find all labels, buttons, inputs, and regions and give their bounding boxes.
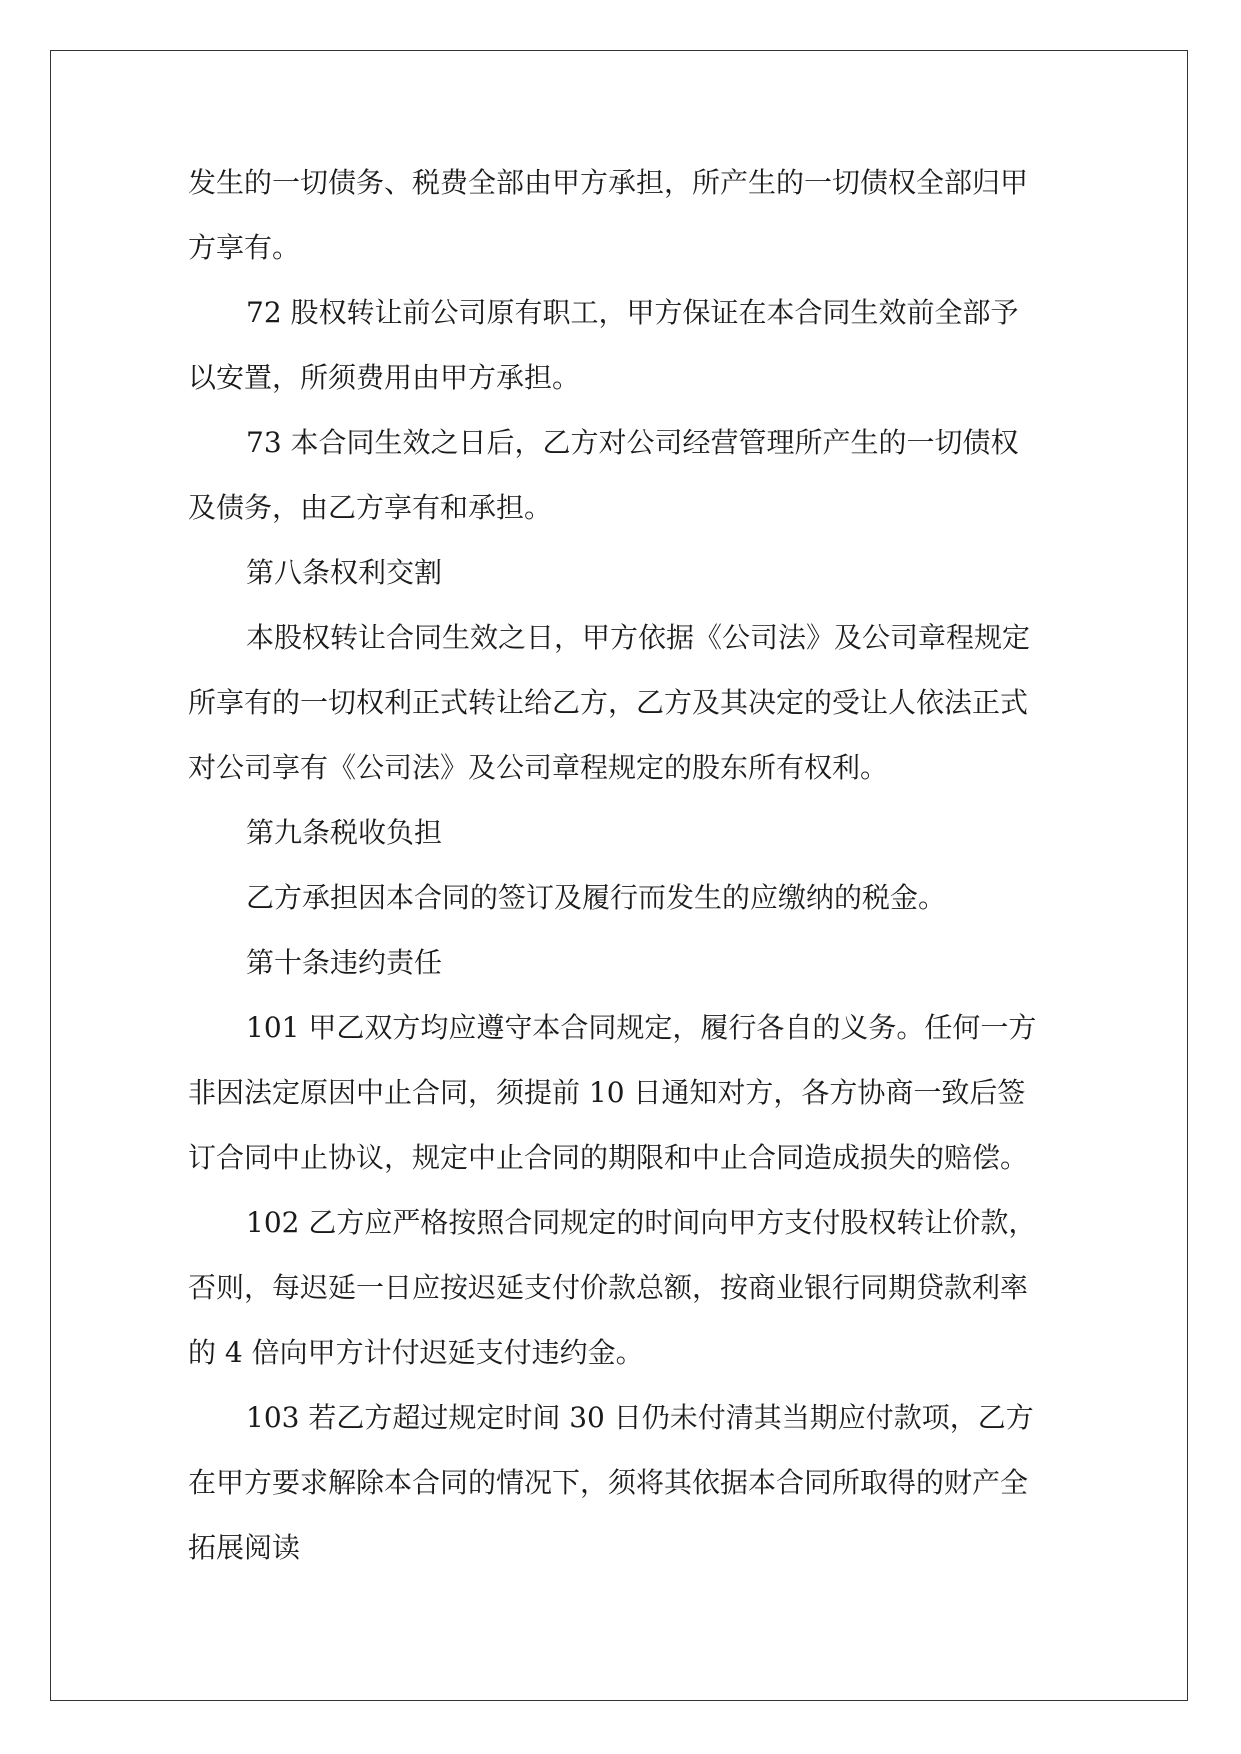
text-line: 本股权转让合同生效之日，甲方依据《公司法》及公司章程规定	[246, 621, 1031, 654]
text-line: 否则，每迟延一日应按迟延支付价款总额，按商业银行同期贷款利率	[188, 1271, 1029, 1304]
text-line: 发生的一切债务、税费全部由甲方承担，所产生的一切债权全部归甲	[188, 166, 1029, 199]
text-line: 102 乙方应严格按照合同规定的时间向甲方支付股权转让价款，	[246, 1206, 1037, 1239]
section-heading: 第九条税收负担	[246, 816, 443, 849]
text-line: 101 甲乙双方均应遵守本合同规定，履行各自的义务。任何一方	[246, 1011, 1037, 1044]
text-line: 72 股权转让前公司原有职工，甲方保证在本合同生效前全部予	[246, 296, 1019, 329]
extended-reading-link[interactable]: 拓展阅读	[188, 1531, 301, 1564]
text-line: 方享有。	[188, 231, 301, 264]
section-heading: 第十条违约责任	[246, 946, 443, 979]
text-line: 订合同中止协议，规定中止合同的期限和中止合同造成损失的赔偿。	[188, 1141, 1029, 1174]
text-line: 103 若乙方超过规定时间 30 日仍未付清其当期应付款项，乙方	[246, 1401, 1034, 1434]
text-line: 在甲方要求解除本合同的情况下，须将其依据本合同所取得的财产全	[188, 1466, 1029, 1499]
document-body	[188, 158, 1068, 1588]
section-heading: 第八条权利交割	[246, 556, 443, 589]
text-line: 以安置，所须费用由甲方承担。	[188, 361, 581, 394]
text-line: 乙方承担因本合同的签订及履行而发生的应缴纳的税金。	[246, 881, 947, 914]
text-line: 及债务，由乙方享有和承担。	[188, 491, 553, 524]
text-line: 的 4 倍向甲方计付迟延支付违约金。	[188, 1336, 644, 1369]
text-line: 所享有的一切权利正式转让给乙方，乙方及其决定的受让人依法正式	[188, 686, 1029, 719]
text-line: 对公司享有《公司法》及公司章程规定的股东所有权利。	[188, 751, 889, 784]
text-line: 非因法定原因中止合同，须提前 10 日通知对方，各方协商一致后签	[188, 1076, 1026, 1109]
text-line: 73 本合同生效之日后，乙方对公司经营管理所产生的一切债权	[246, 426, 1019, 459]
